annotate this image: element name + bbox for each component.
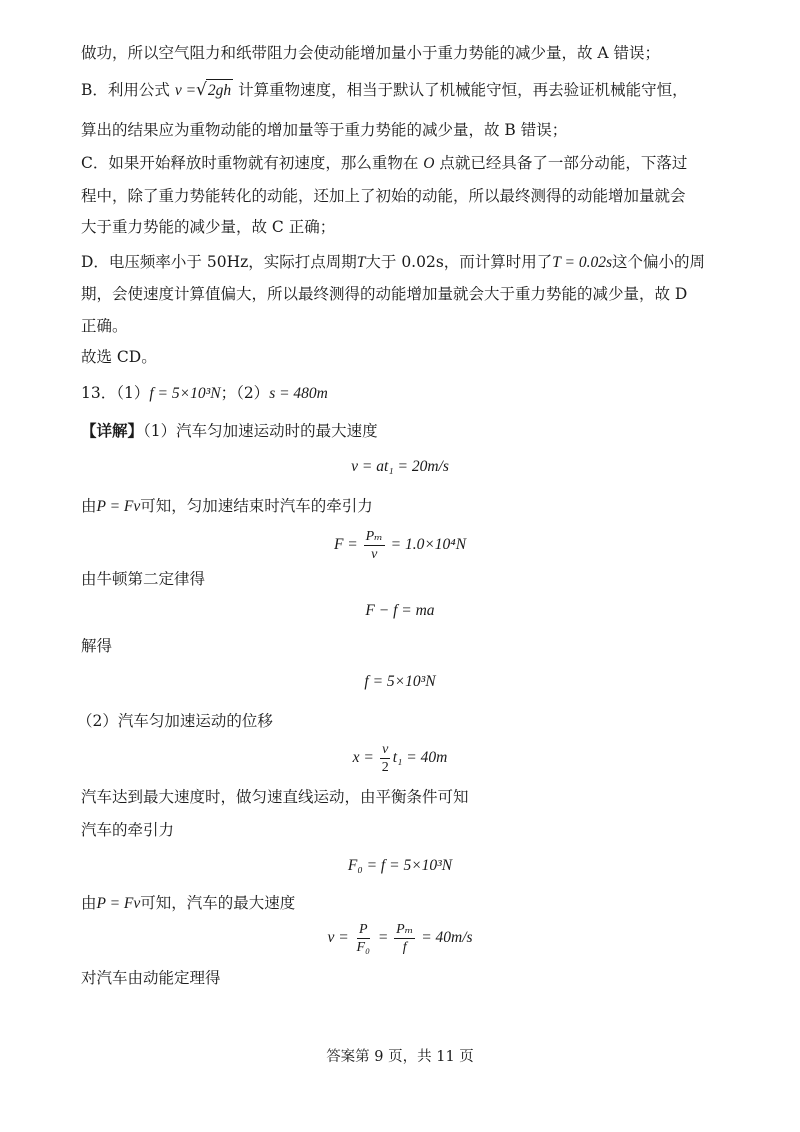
eq-vmax-numerator-2: Pₘ — [396, 921, 414, 937]
equation-displacement — [0, 740, 800, 776]
answer-separator: ；（2） — [220, 384, 270, 402]
page-footer: 答案第 9 页，共 11 页 — [326, 1049, 474, 1065]
text-line-5: 程中，除了重力势能转化的动能，还加上了初始的动能，所以最终测得的动能增加量就会 — [81, 187, 686, 205]
option-d-mid: 大于 0.02s，而计算时用了 — [365, 253, 553, 271]
eq-vmax-equals: = — [377, 929, 389, 946]
sqrt-sign: √ — [196, 80, 207, 100]
text-line-power-1 — [81, 495, 760, 518]
answer-2-formula: s = 480m — [269, 385, 328, 402]
eq-vmax-rhs: = 40m/s — [421, 929, 473, 946]
eq-vmax-lhs: v = — [327, 929, 349, 946]
eq-x-fraction — [380, 741, 391, 776]
eq-x-denominator: 2 — [381, 759, 389, 775]
question-number: 13．（1） — [81, 384, 150, 402]
equation-newton-second-law: F − f = ma — [365, 602, 435, 619]
power-lead: 由 — [81, 497, 97, 515]
option-c-rest: 点就已经具备了一部分动能，下落过 — [434, 154, 688, 172]
text-line-solve: 解得 — [81, 637, 113, 655]
answer-13-line — [81, 382, 760, 405]
period-symbol: T — [356, 254, 366, 271]
text-line-8: 期，会使速度计算值偏大，所以最终测得的动能增加量就会大于重力势能的减少量，故 D — [81, 285, 688, 303]
text-line-6: 大于重力势能的减少量，故 C 正确； — [81, 218, 336, 236]
text-line-power-2 — [81, 892, 760, 915]
text-line-traction: 汽车的牵引力 — [81, 821, 175, 839]
option-b-rest: 计算重物速度，相当于默认了机械能守恒，再去验证机械能守恒， — [233, 81, 688, 99]
equation-traction-balance: F₀ = f = 5×10³N — [347, 857, 453, 874]
equation-max-velocity — [0, 920, 800, 956]
text-line-energy-theorem: 对汽车由动能定理得 — [81, 969, 221, 987]
eq-vmax-denominator-2: f — [402, 939, 407, 955]
eq-vmax-fraction-1 — [355, 921, 372, 956]
point-o-label: O — [423, 155, 435, 172]
text-line-7 — [81, 251, 760, 274]
formula-sqrt-body: 2gh — [206, 79, 233, 102]
option-b-lead: B．利用公式 — [81, 81, 175, 99]
period-equation: T = 0.02s — [552, 254, 613, 271]
equation-friction: f = 5×10³N — [364, 673, 436, 690]
detail-part-1-text: （1）汽车匀加速运动时的最大速度 — [143, 422, 378, 440]
formula-sqrt-lhs: v = — [174, 82, 197, 99]
eq-x-rhs: t₁ = 40m — [392, 749, 448, 766]
option-c-lead: C．如果开始释放时重物就有初速度，那么重物在 — [81, 154, 424, 172]
power-rest-2: 可知，汽车的最大速度 — [140, 894, 296, 912]
detail-heading-line — [81, 420, 760, 442]
eq-vmax-denominator-1: F₀ — [356, 939, 370, 955]
power-formula-2: P = Fv — [96, 895, 141, 912]
answer-1-formula: f = 5×10³N — [149, 385, 221, 402]
equation-traction-force — [0, 528, 800, 563]
text-line-part-2: （2）汽车匀加速运动的位移 — [77, 712, 273, 730]
text-line-10: 故选 CD。 — [81, 348, 157, 366]
option-d-rest: 这个偏小的周 — [612, 253, 706, 271]
equation-velocity: v = at₁ = 20m/s — [351, 458, 449, 475]
power-rest-1: 可知，匀加速结束时汽车的牵引力 — [140, 497, 373, 515]
eq-vmax-numerator-1: P — [358, 921, 368, 937]
eq-x-numerator: v — [382, 741, 389, 757]
eq-x-lhs: x = — [352, 749, 374, 766]
text-line-3: 算出的结果应为重物动能的增加量等于重力势能的减少量，故 B 错误； — [81, 121, 568, 139]
eq-f-lhs: F = — [333, 536, 358, 554]
eq-f-numerator: Pₘ — [365, 529, 383, 544]
text-line-9: 正确。 — [81, 317, 128, 335]
option-d-lead: D．电压频率小于 50Hz，实际打点周期 — [81, 253, 357, 271]
eq-f-denominator: v — [371, 547, 378, 562]
detail-label: 【详解】 — [81, 421, 144, 440]
text-line-newton: 由牛顿第二定律得 — [81, 570, 206, 588]
eq-f-fraction — [364, 528, 385, 563]
power-formula-1: P = Fv — [96, 498, 141, 515]
text-line-1: 做功，所以空气阻力和纸带阻力会使动能增加量小于重力势能的减少量，故 A 错误； — [81, 44, 661, 62]
eq-f-rhs: = 1.0×10⁴N — [390, 536, 467, 554]
text-line-max-speed: 汽车达到最大速度时，做匀速直线运动，由平衡条件可知 — [81, 788, 469, 806]
power-lead-2: 由 — [81, 894, 97, 912]
eq-vmax-fraction-2 — [394, 921, 415, 956]
text-line-4 — [81, 152, 760, 175]
text-line-2 — [81, 79, 760, 102]
